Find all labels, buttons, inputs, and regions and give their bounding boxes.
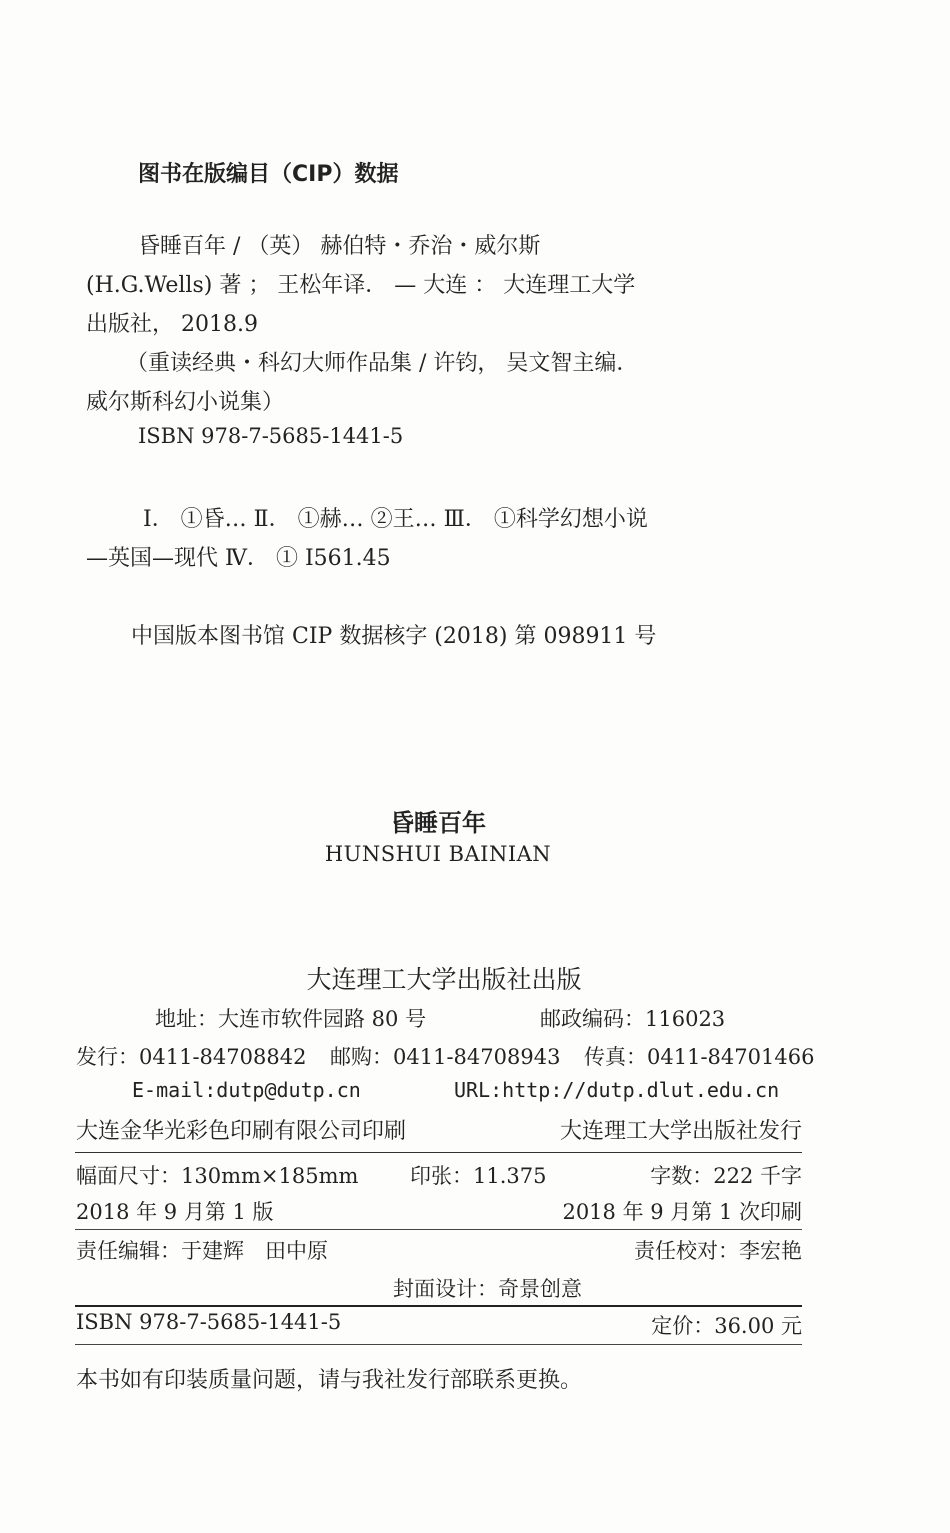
proofreader: 责任校对：李宏艳 (634, 1239, 802, 1263)
publisher-fax: 传真：0411-84701466 (584, 1045, 815, 1069)
cip-line-3: 出版社， 2018.9 (86, 312, 258, 337)
quality-notice: 本书如有印装质量问题，请与我社发行部联系更换。 (76, 1368, 583, 1393)
cip-line-2: (H.G.Wells) 著 ； 王松年译． — 大连 ： 大连理工大学 (86, 273, 636, 298)
cip-isbn: ISBN 978-7-5685-1441-5 (138, 424, 404, 448)
word-count: 字数：222 千字 (650, 1164, 802, 1188)
book-title-pinyin: HUNSHUI BAINIAN (324, 842, 552, 866)
publisher-mail-order-phone: 邮购：0411-84708943 (330, 1045, 561, 1069)
edition: 2018 年 9 月第 1 版 (76, 1200, 274, 1224)
publisher-url: URL:http://dutp.dlut.edu.cn (454, 1078, 780, 1102)
publisher-name: 大连理工大学出版社出版 (306, 965, 582, 994)
printed-sheets: 印张：11.375 (410, 1164, 547, 1188)
format-size: 幅面尺寸：130mm×185mm (76, 1164, 359, 1188)
price: 定价：36.00 元 (651, 1314, 802, 1338)
publisher-address: 地址：大连市软件园路 80 号 (155, 1007, 427, 1031)
publisher-postcode: 邮政编码：116023 (540, 1007, 726, 1031)
isbn: ISBN 978-7-5685-1441-5 (76, 1310, 342, 1334)
cip-heading: 图书在版编目（CIP）数据 (138, 162, 399, 187)
cover-design: 封面设计：奇景创意 (393, 1277, 582, 1301)
divider-1 (75, 1152, 802, 1153)
printer: 大连金华光彩色印刷有限公司印刷 (76, 1119, 407, 1144)
book-title: 昏睡百年 (390, 809, 486, 837)
distributor: 大连理工大学出版社发行 (559, 1119, 802, 1144)
cip-class-line-2: —英国—现代 Ⅳ． ① I561.45 (86, 546, 391, 571)
publisher-distribution-phone: 发行：0411-84708842 (76, 1045, 307, 1069)
cip-line-5: 威尔斯科幻小说集） (86, 390, 285, 415)
cip-line-1: 昏睡百年 / （英） 赫伯特・乔治・威尔斯 (138, 234, 541, 259)
divider-2 (75, 1229, 802, 1230)
cip-class-line-1: Ⅰ． ①昏… Ⅱ． ①赫… ②王… Ⅲ． ①科学幻想小说 (143, 507, 648, 532)
divider-3 (75, 1305, 802, 1307)
cip-line-4: （重读经典・科幻大师作品集 / 许钧， 吴文智主编． (126, 351, 639, 376)
responsible-editor: 责任编辑：于建辉 田中原 (76, 1239, 328, 1263)
divider-4 (75, 1344, 802, 1345)
cip-library-note: 中国版本图书馆 CIP 数据核字 (2018) 第 098911 号 (131, 624, 657, 649)
printing: 2018 年 9 月第 1 次印刷 (562, 1200, 802, 1224)
publisher-email: E-mail:dutp@dutp.cn (132, 1078, 361, 1102)
